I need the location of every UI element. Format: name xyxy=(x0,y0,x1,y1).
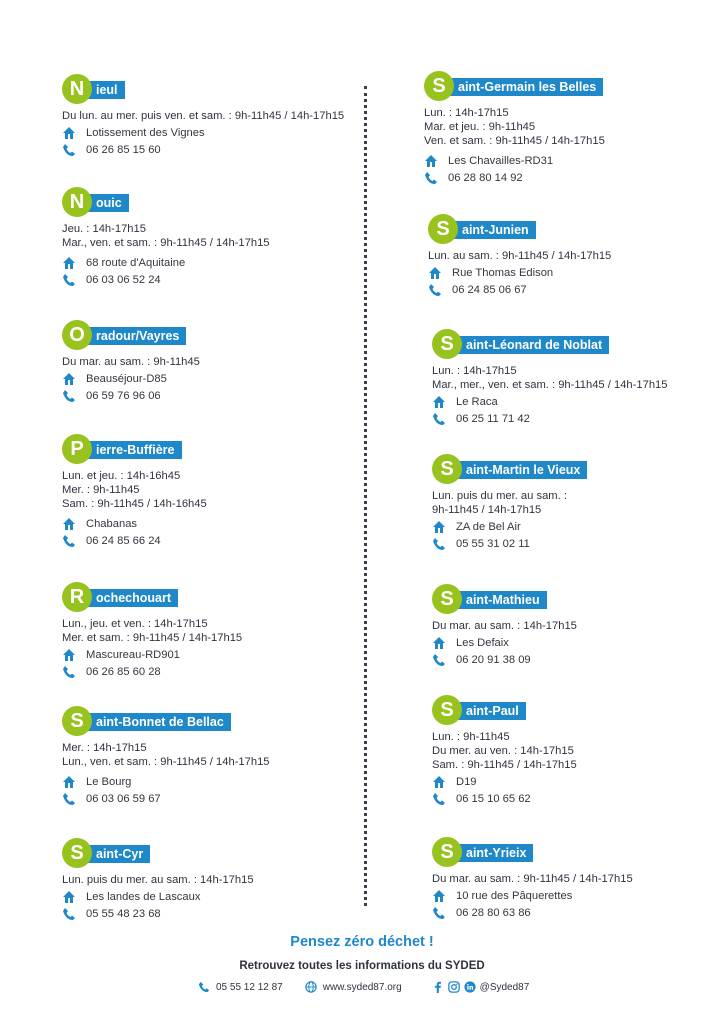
hours-line: Mer. : 9h-11h45 xyxy=(62,484,140,496)
phone-row xyxy=(432,906,633,920)
site-entry-saint-bonnet-de-bellac xyxy=(62,706,270,806)
hours-line: Lun., jeu. et ven. : 14h-17h15 xyxy=(62,618,208,630)
address-text: Mascureau-RD901 xyxy=(86,649,180,661)
letter-badge: S xyxy=(432,584,462,614)
phone-text: 06 26 85 15 60 xyxy=(86,144,161,156)
hours-line: 9h-11h45 / 14h-17h15 xyxy=(432,504,542,516)
letter-badge: N xyxy=(62,187,92,217)
phone-text: 06 24 85 06 67 xyxy=(452,284,527,296)
phone-row xyxy=(424,171,605,185)
house-icon xyxy=(432,395,446,409)
opening-hours xyxy=(428,249,611,263)
phone-row xyxy=(428,283,611,297)
phone-icon xyxy=(62,143,76,157)
site-entry-saint-cyr xyxy=(62,838,254,921)
site-title: aint-Léonard de Noblat xyxy=(456,336,609,354)
house-icon xyxy=(62,126,76,140)
globe-icon xyxy=(305,981,317,993)
house-icon xyxy=(428,266,442,280)
phone-row xyxy=(432,792,577,806)
phone-row xyxy=(62,792,270,806)
phone-text: 06 03 06 59 67 xyxy=(86,793,161,805)
address-row xyxy=(432,889,633,903)
house-icon xyxy=(62,775,76,789)
hours-line: Mar., mer., ven. et sam. : 9h-11h45 / 14h-17h15 xyxy=(432,379,668,391)
phone-text: 06 20 91 38 09 xyxy=(456,654,531,666)
phone-row xyxy=(62,907,254,921)
letter-badge: O xyxy=(62,320,92,350)
address-row xyxy=(424,154,605,168)
address-text: 68 route d'Aquitaine xyxy=(86,257,186,269)
phone-text: 06 28 80 14 92 xyxy=(448,172,523,184)
linkedin-icon[interactable] xyxy=(464,981,476,993)
site-entry-pierre-buffiere xyxy=(62,434,207,548)
footer-phone-text: 05 55 12 12 87 xyxy=(216,981,283,993)
site-title: aint-Mathieu xyxy=(456,591,547,609)
opening-hours xyxy=(432,872,633,886)
opening-hours xyxy=(62,873,254,887)
letter-badge: S xyxy=(432,695,462,725)
opening-hours xyxy=(62,109,344,123)
site-entry-saint-yrieix xyxy=(432,837,633,920)
phone-row xyxy=(62,389,200,403)
phone-row xyxy=(62,665,242,679)
address-row xyxy=(62,890,254,904)
site-entry-saint-martin-le-vieux xyxy=(432,454,581,551)
hours-line: Mer. et sam. : 9h-11h45 / 14h-17h15 xyxy=(62,632,243,644)
hours-line: Lun. : 14h-17h15 xyxy=(432,365,517,377)
address-row xyxy=(432,636,577,650)
address-row xyxy=(62,126,344,140)
address-text: Rue Thomas Edison xyxy=(452,267,554,279)
site-title: ieul xyxy=(86,81,125,99)
letter-badge: P xyxy=(62,434,92,464)
hours-line: Lun. puis du mer. au sam. : 14h-17h15 xyxy=(62,874,254,886)
address-row xyxy=(62,648,242,662)
hours-line: Lun. et jeu. : 14h-16h45 xyxy=(62,470,181,482)
phone-icon xyxy=(62,907,76,921)
opening-hours xyxy=(432,489,567,517)
footer-slogan: Pensez zéro déchet ! xyxy=(290,934,434,950)
site-title: aint-Cyr xyxy=(86,845,150,863)
footer-social-handle: @Syded87 xyxy=(479,981,530,993)
letter-badge: R xyxy=(62,582,92,612)
letter-badge: S xyxy=(424,71,454,101)
site-title: aint-Junien xyxy=(452,221,536,239)
address-text: Les Chavailles-RD31 xyxy=(448,155,554,167)
hours-line: Du mar. au sam. : 14h-17h15 xyxy=(432,620,577,632)
hours-line: Du mar. au sam. : 9h-11h45 / 14h-17h15 xyxy=(432,873,633,885)
address-text: 10 rue des Pâquerettes xyxy=(456,890,573,902)
hours-line: Lun., ven. et sam. : 9h-11h45 / 14h-17h15 xyxy=(62,756,270,768)
house-icon xyxy=(432,636,446,650)
address-row xyxy=(432,775,577,789)
hours-line: Lun. : 9h-11h45 xyxy=(432,731,510,743)
address-text: Lotissement des Vignes xyxy=(86,127,205,139)
address-row xyxy=(432,520,567,534)
house-icon xyxy=(62,890,76,904)
phone-text: 06 59 76 96 06 xyxy=(86,390,161,402)
phone-row xyxy=(432,412,667,426)
letter-badge: S xyxy=(62,706,92,736)
site-entry-oradour-vayres xyxy=(62,320,200,403)
hours-line: Lun. : 14h-17h15 xyxy=(424,107,509,119)
house-icon xyxy=(424,154,438,168)
letter-badge: S xyxy=(62,838,92,868)
house-icon xyxy=(62,517,76,531)
phone-text: 06 26 85 60 28 xyxy=(86,666,161,678)
site-title: ierre-Buffière xyxy=(86,441,182,459)
facebook-icon[interactable] xyxy=(432,981,444,993)
letter-badge: N xyxy=(62,74,92,104)
address-row xyxy=(62,775,270,789)
opening-hours xyxy=(432,619,577,633)
site-title: ochechouart xyxy=(86,589,178,607)
letter-badge: S xyxy=(432,454,462,484)
site-title: aint-Yrieix xyxy=(456,844,533,862)
phone-text: 06 28 80 63 86 xyxy=(456,907,531,919)
phone-row xyxy=(62,534,207,548)
footer-contacts xyxy=(198,981,551,993)
opening-hours xyxy=(62,741,270,769)
letter-badge: S xyxy=(432,329,462,359)
opening-hours xyxy=(62,617,242,645)
opening-hours xyxy=(62,222,270,250)
phone-icon xyxy=(62,665,76,679)
instagram-icon[interactable] xyxy=(448,981,460,993)
hours-line: Du mar. au sam. : 9h-11h45 xyxy=(62,356,200,368)
address-text: D19 xyxy=(456,776,477,788)
phone-icon xyxy=(428,283,442,297)
opening-hours xyxy=(424,106,605,148)
phone-row xyxy=(62,143,344,157)
address-text: Les landes de Lascaux xyxy=(86,891,201,903)
address-text: Le Raca xyxy=(456,396,498,408)
phone-icon xyxy=(62,389,76,403)
hours-line: Lun. au sam. : 9h-11h45 / 14h-17h15 xyxy=(428,250,612,262)
footer-info-text: Retrouvez toutes les informations du SYDED xyxy=(239,960,485,972)
site-title: aint-Martin le Vieux xyxy=(456,461,587,479)
hours-line: Lun. puis du mer. au sam. : xyxy=(432,490,567,502)
phone-icon xyxy=(432,906,446,920)
site-entry-nouic xyxy=(62,187,270,287)
hours-line: Ven. et sam. : 9h-11h45 / 14h-17h15 xyxy=(424,135,605,147)
phone-text: 06 03 06 52 24 xyxy=(86,274,161,286)
site-entry-nieul xyxy=(62,74,344,157)
address-text: Chabanas xyxy=(86,518,138,530)
hours-line: Mer. : 14h-17h15 xyxy=(62,742,147,754)
site-title: ouic xyxy=(86,194,129,212)
phone-text: 06 25 11 71 42 xyxy=(456,413,530,425)
phone-icon xyxy=(62,273,76,287)
house-icon xyxy=(432,520,446,534)
house-icon xyxy=(432,889,446,903)
phone-icon xyxy=(432,412,446,426)
hours-line: Mar. et jeu. : 9h-11h45 xyxy=(424,121,536,133)
phone-text: 06 24 85 66 24 xyxy=(86,535,161,547)
house-icon xyxy=(62,372,76,386)
hours-line: Du mer. au ven. : 14h-17h15 xyxy=(432,745,574,757)
house-icon xyxy=(432,775,446,789)
phone-icon xyxy=(62,534,76,548)
footer-website-link[interactable] xyxy=(305,981,402,993)
column-divider xyxy=(364,86,367,906)
phone-row xyxy=(432,537,567,551)
phone-text: 06 15 10 65 62 xyxy=(456,793,531,805)
phone-row xyxy=(62,273,270,287)
site-title: aint-Bonnet de Bellac xyxy=(86,713,231,731)
site-title: radour/Vayres xyxy=(86,327,186,345)
letter-badge: S xyxy=(432,837,462,867)
address-text: Beauséjour-D85 xyxy=(86,373,167,385)
hours-line: Du lun. au mer. puis ven. et sam. : 9h-11h45 / 14h-17h15 xyxy=(62,110,345,122)
site-entry-saint-junien xyxy=(428,214,611,297)
phone-icon xyxy=(432,537,446,551)
address-row xyxy=(62,517,207,531)
phone-icon xyxy=(424,171,438,185)
address-row xyxy=(62,256,270,270)
letter-badge: S xyxy=(428,214,458,244)
phone-icon xyxy=(432,792,446,806)
house-icon xyxy=(62,648,76,662)
address-text: Les Defaix xyxy=(456,637,509,649)
address-row xyxy=(432,395,667,409)
opening-hours xyxy=(432,730,577,772)
site-entry-saint-paul xyxy=(432,695,577,806)
site-entry-saint-leonard-de-noblat xyxy=(432,329,667,426)
footer-phone[interactable] xyxy=(198,981,283,993)
opening-hours xyxy=(432,364,667,392)
site-entry-saint-mathieu xyxy=(432,584,577,667)
hours-line: Sam. : 9h-11h45 / 14h-16h45 xyxy=(62,498,207,510)
address-text: ZA de Bel Air xyxy=(456,521,521,533)
phone-text: 05 55 31 02 11 xyxy=(456,538,530,550)
phone-icon xyxy=(62,792,76,806)
opening-hours xyxy=(62,355,200,369)
site-entry-saint-germain-les-belles xyxy=(424,71,605,185)
phone-text: 05 55 48 23 68 xyxy=(86,908,161,920)
hours-line: Mar., ven. et sam. : 9h-11h45 / 14h-17h15 xyxy=(62,237,270,249)
footer-social-links[interactable] xyxy=(432,981,530,993)
address-row xyxy=(62,372,200,386)
site-entry-rochechouart xyxy=(62,582,242,679)
phone-icon xyxy=(198,981,210,993)
address-text: Le Bourg xyxy=(86,776,132,788)
footer-website-text: www.syded87.org xyxy=(322,981,402,993)
hours-line: Sam. : 9h-11h45 / 14h-17h15 xyxy=(432,759,577,771)
house-icon xyxy=(62,256,76,270)
phone-icon xyxy=(432,653,446,667)
opening-hours xyxy=(62,469,207,511)
hours-line: Jeu. : 14h-17h15 xyxy=(62,223,146,235)
site-title: aint-Germain les Belles xyxy=(448,78,603,96)
address-row xyxy=(428,266,611,280)
site-title: aint-Paul xyxy=(456,702,526,720)
phone-row xyxy=(432,653,577,667)
